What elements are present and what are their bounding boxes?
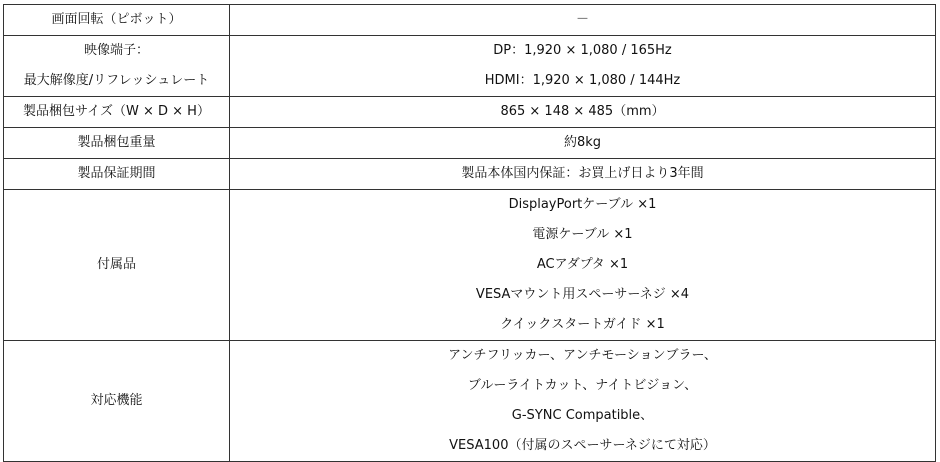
- label-cell: [4, 341, 230, 462]
- label-text: 対応機能: [90, 393, 143, 408]
- label-cell: [4, 190, 230, 341]
- label-text: 製品梱包サイズ（W × D × H）: [23, 104, 210, 119]
- label-text: 製品保証期間: [77, 166, 156, 181]
- label-text: 製品梱包重量: [77, 135, 156, 150]
- label-text: 最大解像度/リフレッシュレート: [23, 73, 210, 88]
- table-row-package-size: [4, 97, 936, 128]
- value-cell: [230, 159, 936, 190]
- value-cell: [230, 36, 936, 97]
- label-cell: [4, 128, 230, 159]
- value-text: 865 × 148 × 485（mm）: [500, 104, 665, 119]
- value-text: DisplayPortケーブル ×1: [508, 197, 657, 212]
- value-text: －: [575, 12, 589, 27]
- spec-table: [3, 4, 936, 462]
- label-cell: [4, 97, 230, 128]
- label-text: 映像端子：: [83, 43, 149, 58]
- value-text: クイックスタートガイド ×1: [500, 317, 665, 332]
- table-row-features: [4, 341, 936, 462]
- label-text: 画面回転（ピボット）: [51, 12, 182, 27]
- value-text: VESA100（付属のスペーサーネジにて対応）: [449, 438, 716, 453]
- value-text: DP：1,920 × 1,080 / 165Hz: [493, 43, 672, 58]
- value-text: 電源ケーブル ×1: [532, 227, 633, 242]
- label-cell: [4, 36, 230, 97]
- value-text: VESAマウント用スペーサーネジ ×4: [475, 287, 690, 302]
- table-row-package-weight: [4, 128, 936, 159]
- label-cell: [4, 159, 230, 190]
- value-text: ACアダプタ ×1: [536, 257, 629, 272]
- value-cell: [230, 341, 936, 462]
- value-text: アンチフリッカー、アンチモーションブラー、: [448, 348, 717, 363]
- value-text: HDMI：1,920 × 1,080 / 144Hz: [484, 73, 681, 88]
- table-row-pivot: [4, 5, 936, 36]
- value-text: ブルーライトカット、ナイトビジョン、: [467, 378, 698, 393]
- label-cell: [4, 5, 230, 36]
- value-text: 約8kg: [563, 135, 602, 150]
- value-cell: [230, 5, 936, 36]
- value-cell: [230, 128, 936, 159]
- value-text: 製品本体国内保証：お買上げ日より3年間: [461, 166, 704, 181]
- value-cell: [230, 190, 936, 341]
- label-text: 付属品: [96, 257, 136, 272]
- table-row-accessories: [4, 190, 936, 341]
- value-text: G-SYNC Compatible、: [511, 408, 654, 423]
- value-cell: [230, 97, 936, 128]
- table-row-video-ports: [4, 36, 936, 97]
- table-row-warranty: [4, 159, 936, 190]
